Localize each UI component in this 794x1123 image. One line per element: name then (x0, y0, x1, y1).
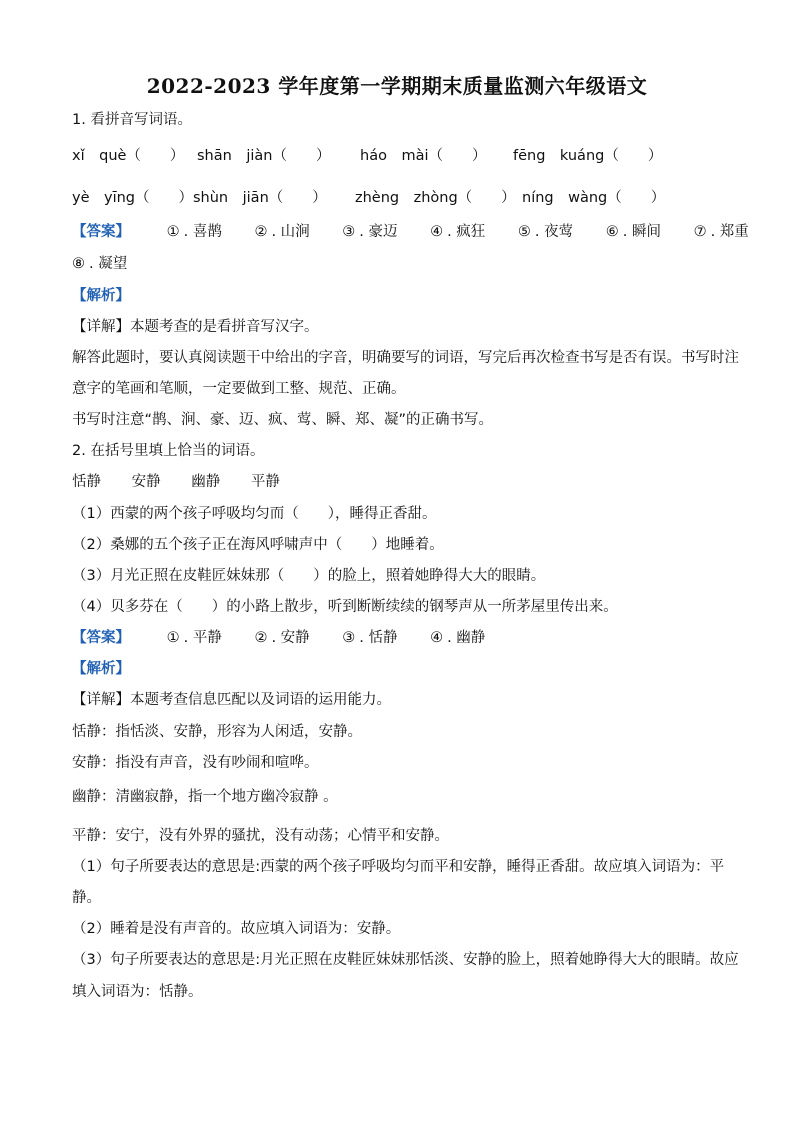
q1-pinyin-1: xǐ què（ ） (72, 148, 185, 164)
q1-detail-2: 解答此题时，要认真阅读题干中给出的字音，明确要写的词语，写完后再次检查书写是否有误。书写时注 (72, 350, 739, 366)
q1-answer-1: ① . 喜鹊 (166, 224, 222, 240)
q2-word-4: 平静 (250, 474, 280, 490)
answer-tag: 【答案】 (72, 224, 130, 240)
q2-answer-1: ① . 平静 (166, 630, 222, 646)
q1-pinyin-2: shān jiàn（ ） (197, 148, 331, 164)
q1-answer-6: ⑥ . 瞬间 (605, 224, 661, 240)
q1-detail-3: 意字的笔画和笔顺，一定要做到工整、规范、正确。 (72, 381, 406, 397)
q1-answer-3: ③ . 豪迈 (342, 224, 398, 240)
q2-explanation-1b: 静。 (72, 890, 101, 906)
q2-sentence-2: （2）桑娜的五个孩子正在海风呼啸声中（ ）地睡着。 (72, 537, 444, 553)
q1-answer-8: ⑧ . 凝望 (72, 256, 128, 272)
q1-answer-row (72, 222, 749, 242)
q2-word-3: 幽静 (191, 474, 221, 490)
q2-explanation-1a: （1）句子所要表达的意思是:西蒙的两个孩子呼吸均匀而平和安静，睡得正香甜。故应填入词语为：平 (72, 859, 725, 875)
q2-sentence-1: （1）西蒙的两个孩子呼吸均匀而（ ），睡得正香甜。 (72, 506, 437, 522)
q2-answer-row (72, 628, 485, 648)
q2-definition-3: 幽静：清幽寂静，指一个地方幽冷寂静 。 (72, 789, 338, 805)
q2-definition-2: 安静：指没有声音，没有吵闹和喧哗。 (72, 755, 319, 771)
q2-detail-1: 【详解】本题考查信息匹配以及词语的运用能力。 (72, 692, 391, 708)
answer-tag: 【答案】 (72, 630, 130, 646)
analysis-tag: 【解析】 (72, 661, 130, 677)
q2-answer-3: ③ . 恬静 (342, 630, 398, 646)
q2-explanation-2: （2）睡着是没有声音的。故应填入词语为：安静。 (72, 921, 401, 937)
q1-pinyin-7: zhèng zhòng（ ） (355, 190, 516, 206)
q2-word-2: 安静 (131, 474, 161, 490)
q1-answer-7: ⑦ . 郑重 (693, 224, 749, 240)
q1-detail-4: 书写时注意“鹊、涧、豪、迈、疯、莺、瞬、郑、凝”的正确书写。 (72, 412, 494, 428)
q1-answer-4: ④ . 疯狂 (430, 224, 486, 240)
q2-answer-4: ④ . 幽静 (430, 630, 486, 646)
analysis-tag: 【解析】 (72, 288, 130, 304)
q2-definition-1: 恬静：指恬淡、安静，形容为人闲适，安静。 (72, 724, 362, 740)
q2-sentence-4: （4）贝多芬在（ ）的小路上散步，听到断断续续的钢琴声从一所茅屋里传出来。 (72, 599, 618, 615)
q2-explanation-3b: 填入词语为：恬静。 (72, 984, 203, 1000)
q2-sentence-3: （3）月光正照在皮鞋匠妹妹那（ ）的脸上，照着她睁得大大的眼睛。 (72, 568, 546, 584)
q2-word-bank (72, 472, 280, 492)
q1-pinyin-3: háo mài（ ） (360, 148, 487, 164)
q2-stem: 2. 在括号里填上恰当的词语。 (72, 443, 265, 459)
q1-answer-5: ⑤ . 夜莺 (517, 224, 574, 240)
q1-stem: 1. 看拼音写词语。 (72, 112, 192, 128)
q2-definition-4: 平静：安宁，没有外界的骚扰，没有动荡；心情平和安静。 (72, 828, 449, 844)
q1-pinyin-5: yè yīng（ ） (72, 190, 194, 206)
q2-word-1: 恬静 (72, 474, 101, 490)
q2-explanation-3a: （3）句子所要表达的意思是:月光正照在皮鞋匠妹妹那恬淡、安静的脸上，照着她睁得大大的眼睛。故应 (72, 952, 739, 968)
q1-pinyin-4: fēng kuáng（ ） (513, 148, 663, 164)
q1-detail-1: 【详解】本题考查的是看拼音写汉字。 (72, 319, 319, 335)
q2-answer-2: ② . 安静 (254, 630, 310, 646)
q1-pinyin-6: shùn jiān（ ） (193, 190, 327, 206)
page-title: 2022-2023 学年度第一学期期末质量监测六年级语文 (146, 74, 648, 98)
q1-pinyin-8: níng wàng（ ） (522, 190, 666, 206)
q1-answer-2: ② . 山涧 (254, 224, 310, 240)
